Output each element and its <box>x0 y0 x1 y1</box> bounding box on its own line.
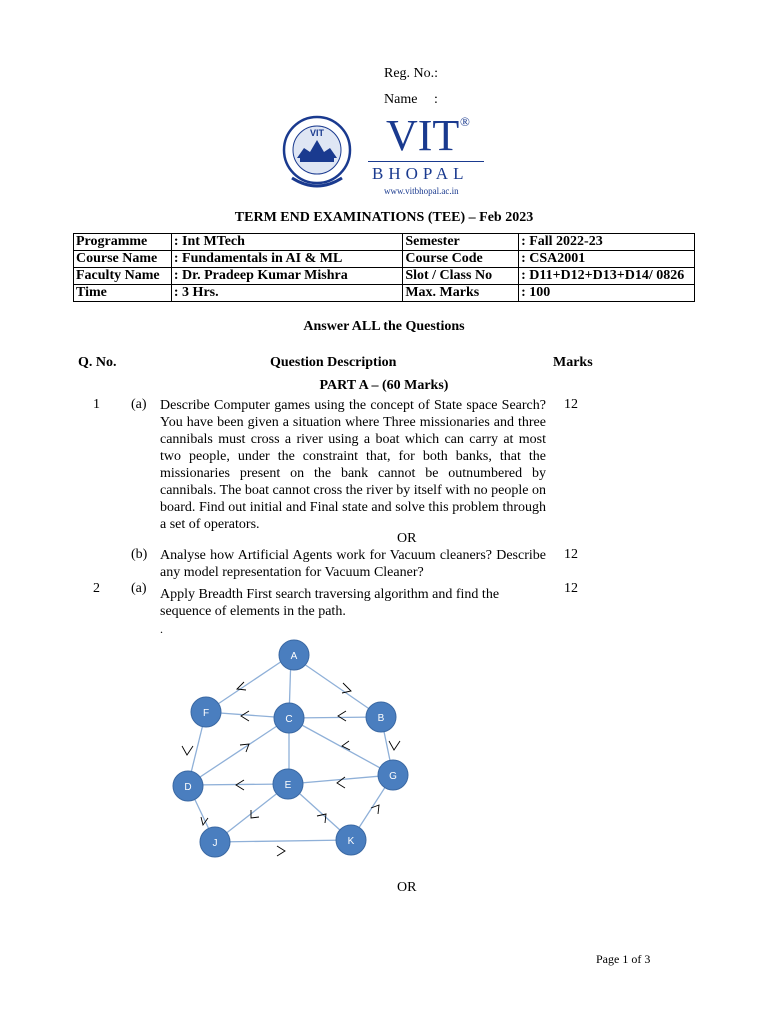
table-cell: Max. Marks <box>403 285 519 302</box>
node-label: K <box>347 836 355 847</box>
question-marks: 12 <box>564 581 578 596</box>
node-label: B <box>377 713 385 724</box>
sub-question-label: (a) <box>131 581 147 596</box>
brand-text: VIT <box>386 111 460 160</box>
column-description: Question Description <box>270 355 397 370</box>
exam-title: TERM END EXAMINATIONS (TEE) – Feb 2023 <box>234 210 534 225</box>
arrow-icon <box>241 711 249 721</box>
table-cell: : Fall 2022-23 <box>519 234 695 251</box>
website-text: www.vitbhopal.ac.in <box>384 186 459 196</box>
question-text-line: sequence of elements in the path. <box>160 604 346 619</box>
arrow-icon <box>182 746 193 755</box>
column-qno: Q. No. <box>78 355 117 370</box>
edge-c-d <box>188 718 289 785</box>
edge-j-k <box>215 840 351 842</box>
table-cell: Slot / Class No <box>403 268 519 285</box>
reg-no-label: Reg. No.: <box>384 66 439 81</box>
sub-question-label: (a) <box>131 397 147 412</box>
node-label: E <box>284 780 292 791</box>
node-label: A <box>290 651 298 662</box>
table-cell: : Int MTech <box>171 234 402 251</box>
table-row <box>74 268 695 285</box>
logo-divider <box>368 161 484 162</box>
seal-text: VIT <box>309 128 325 138</box>
table-cell: : 3 Hrs. <box>171 285 402 302</box>
page-number: Page 1 of 3 <box>596 952 651 966</box>
or-separator: OR <box>397 531 417 546</box>
table-cell: : Fundamentals in AI & ML <box>171 251 402 268</box>
table-cell: : 100 <box>519 285 695 302</box>
part-a-heading: PART A – (60 Marks) <box>319 378 449 393</box>
table-cell: : D11+D12+D13+D14/ 0826 <box>519 268 695 285</box>
name-label: Name <box>384 92 418 107</box>
graph-edges <box>188 655 393 842</box>
table-row <box>74 234 695 251</box>
table-cell: Semester <box>403 234 519 251</box>
name-colon: : <box>434 92 438 107</box>
question-text: Analyse how Artificial Agents work for Vacuum cleaners? Describe any model representation for Vacuum Cleaner? <box>160 548 546 580</box>
vit-bhopal-logo <box>368 112 488 200</box>
table-cell: : Dr. Pradeep Kumar Mishra <box>171 268 402 285</box>
question-marks: 12 <box>564 547 578 562</box>
or-separator: OR <box>397 880 417 895</box>
instructions: Answer ALL the Questions <box>303 319 465 334</box>
node-label: C <box>285 714 293 725</box>
course-info-table <box>73 233 695 302</box>
table-cell: Faculty Name <box>74 268 172 285</box>
table-cell: Course Name <box>74 251 172 268</box>
table-cell: : CSA2001 <box>519 251 695 268</box>
node-label: G <box>389 771 397 782</box>
table-row <box>74 251 695 268</box>
stray-dot: . <box>160 622 163 636</box>
table-cell: Programme <box>74 234 172 251</box>
question-marks: 12 <box>564 397 578 412</box>
question-number: 2 <box>93 581 100 596</box>
vit-seal-logo <box>282 114 352 194</box>
question-text-line: Apply Breadth First search traversing algorithm and find the <box>160 587 500 602</box>
city-text: BHOPAL <box>372 164 469 183</box>
question-number: 1 <box>93 397 100 412</box>
sub-question-label: (b) <box>131 547 148 562</box>
arrow-icon <box>389 741 400 750</box>
question-text: Describe Computer games using the concept of State space Search? You have been given a situation where Three missionaries and three cannibals must cross a river using a boat which can carry at most two people, under the constraint that, for both banks, that the missionaries present on the bank cannot be outnumbered by cannibals. The boat cannot cross the river by itself with no people on board. Find out initial and Final state and solve this problem through a set of operators. <box>160 398 546 532</box>
registered-mark: ® <box>460 114 470 129</box>
arrow-icon <box>277 846 285 856</box>
table-cell: Time <box>74 285 172 302</box>
node-label: F <box>202 708 210 719</box>
table-cell: Course Code <box>403 251 519 268</box>
bfs-graph <box>160 630 430 870</box>
node-label: J <box>212 838 218 849</box>
table-row <box>74 285 695 302</box>
arrow-icon <box>338 711 346 721</box>
column-marks: Marks <box>553 355 593 370</box>
node-label: D <box>184 782 192 793</box>
